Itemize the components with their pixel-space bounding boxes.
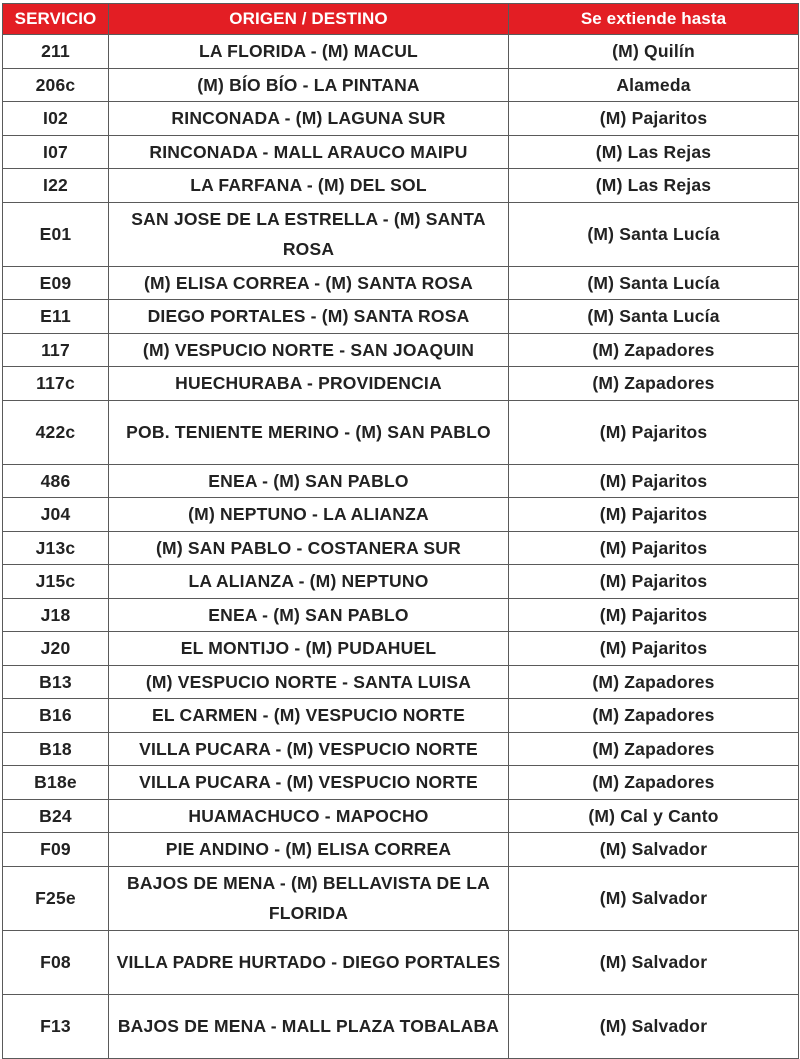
extends-to-cell: (M) Salvador [509,930,799,994]
service-cell: B16 [3,699,109,733]
table-row [3,102,799,136]
table-row [3,665,799,699]
extends-to-cell: (M) Pajaritos [509,102,799,136]
extends-to-cell: (M) Santa Lucía [509,202,799,266]
extends-to-cell: (M) Pajaritos [509,531,799,565]
service-cell: 206c [3,68,109,102]
table-row [3,833,799,867]
service-cell: B13 [3,665,109,699]
route-cell: SAN JOSE DE LA ESTRELLA - (M) SANTA ROSA [109,202,509,266]
service-cell: E09 [3,266,109,300]
table-row [3,300,799,334]
service-cell: E11 [3,300,109,334]
column-header-origin-destination: ORIGEN / DESTINO [109,4,509,35]
route-cell: LA FARFANA - (M) DEL SOL [109,169,509,203]
service-cell: 117 [3,333,109,367]
table-row [3,766,799,800]
column-header-extends-to: Se extiende hasta [509,4,799,35]
extends-to-cell: (M) Zapadores [509,333,799,367]
extends-to-cell: (M) Pajaritos [509,565,799,599]
table-row [3,68,799,102]
table-body [3,35,799,1059]
table-row [3,400,799,464]
table-row [3,565,799,599]
extends-to-cell: (M) Pajaritos [509,498,799,532]
extends-to-cell: (M) Pajaritos [509,632,799,666]
route-cell: (M) NEPTUNO - LA ALIANZA [109,498,509,532]
route-cell: RINCONADA - MALL ARAUCO MAIPU [109,135,509,169]
route-cell: (M) VESPUCIO NORTE - SAN JOAQUIN [109,333,509,367]
route-cell: (M) BÍO BÍO - LA PINTANA [109,68,509,102]
service-cell: I22 [3,169,109,203]
route-cell: PIE ANDINO - (M) ELISA CORREA [109,833,509,867]
extends-to-cell: (M) Cal y Canto [509,799,799,833]
extends-to-cell: (M) Zapadores [509,367,799,401]
table-header [3,4,799,35]
extends-to-cell: (M) Santa Lucía [509,300,799,334]
table-row [3,367,799,401]
route-cell: DIEGO PORTALES - (M) SANTA ROSA [109,300,509,334]
route-cell: (M) ELISA CORREA - (M) SANTA ROSA [109,266,509,300]
route-cell: HUAMACHUCO - MAPOCHO [109,799,509,833]
table-row [3,732,799,766]
route-cell: LA ALIANZA - (M) NEPTUNO [109,565,509,599]
table-row [3,35,799,69]
extends-to-cell: (M) Zapadores [509,766,799,800]
extends-to-cell: (M) Pajaritos [509,400,799,464]
table-row [3,799,799,833]
extends-to-cell: (M) Las Rejas [509,169,799,203]
extends-to-cell: (M) Santa Lucía [509,266,799,300]
extends-to-cell: (M) Pajaritos [509,464,799,498]
service-cell: J20 [3,632,109,666]
route-cell: HUECHURABA - PROVIDENCIA [109,367,509,401]
extends-to-cell: (M) Zapadores [509,699,799,733]
header-row [3,4,799,35]
service-cell: J18 [3,598,109,632]
table-row [3,866,799,930]
table-row [3,135,799,169]
extends-to-cell: (M) Salvador [509,866,799,930]
route-cell: (M) SAN PABLO - COSTANERA SUR [109,531,509,565]
extends-to-cell: (M) Salvador [509,833,799,867]
extends-to-cell: (M) Quilín [509,35,799,69]
route-cell: ENEA - (M) SAN PABLO [109,464,509,498]
extends-to-cell: (M) Salvador [509,994,799,1058]
service-cell: J15c [3,565,109,599]
service-cell: E01 [3,202,109,266]
service-cell: F08 [3,930,109,994]
service-cell: 117c [3,367,109,401]
table-row [3,169,799,203]
extends-to-cell: (M) Pajaritos [509,598,799,632]
column-header-service: SERVICIO [3,4,109,35]
service-cell: 211 [3,35,109,69]
route-cell: (M) VESPUCIO NORTE - SANTA LUISA [109,665,509,699]
route-cell: RINCONADA - (M) LAGUNA SUR [109,102,509,136]
table-row [3,598,799,632]
route-cell: ENEA - (M) SAN PABLO [109,598,509,632]
route-cell: BAJOS DE MENA - (M) BELLAVISTA DE LA FLORIDA [109,866,509,930]
service-cell: B18 [3,732,109,766]
route-cell: VILLA PADRE HURTADO - DIEGO PORTALES [109,930,509,994]
extends-to-cell: (M) Zapadores [509,665,799,699]
service-cell: I02 [3,102,109,136]
route-cell: POB. TENIENTE MERINO - (M) SAN PABLO [109,400,509,464]
route-cell: VILLA PUCARA - (M) VESPUCIO NORTE [109,732,509,766]
extends-to-cell: (M) Las Rejas [509,135,799,169]
service-cell: F09 [3,833,109,867]
table-row [3,632,799,666]
service-cell: J13c [3,531,109,565]
service-cell: F13 [3,994,109,1058]
route-cell: EL CARMEN - (M) VESPUCIO NORTE [109,699,509,733]
service-cell: F25e [3,866,109,930]
service-cell: J04 [3,498,109,532]
table-row [3,333,799,367]
service-cell: 422c [3,400,109,464]
table-row [3,498,799,532]
table-row [3,930,799,994]
route-cell: VILLA PUCARA - (M) VESPUCIO NORTE [109,766,509,800]
extends-to-cell: (M) Zapadores [509,732,799,766]
extends-to-cell: Alameda [509,68,799,102]
table-row [3,464,799,498]
route-cell: BAJOS DE MENA - MALL PLAZA TOBALABA [109,994,509,1058]
service-cell: 486 [3,464,109,498]
service-cell: B24 [3,799,109,833]
service-cell: I07 [3,135,109,169]
table-row [3,202,799,266]
table-row [3,994,799,1058]
service-extension-table [2,3,799,1059]
service-cell: B18e [3,766,109,800]
table-row [3,531,799,565]
route-cell: LA FLORIDA - (M) MACUL [109,35,509,69]
table-row [3,266,799,300]
table-row [3,699,799,733]
route-cell: EL MONTIJO - (M) PUDAHUEL [109,632,509,666]
